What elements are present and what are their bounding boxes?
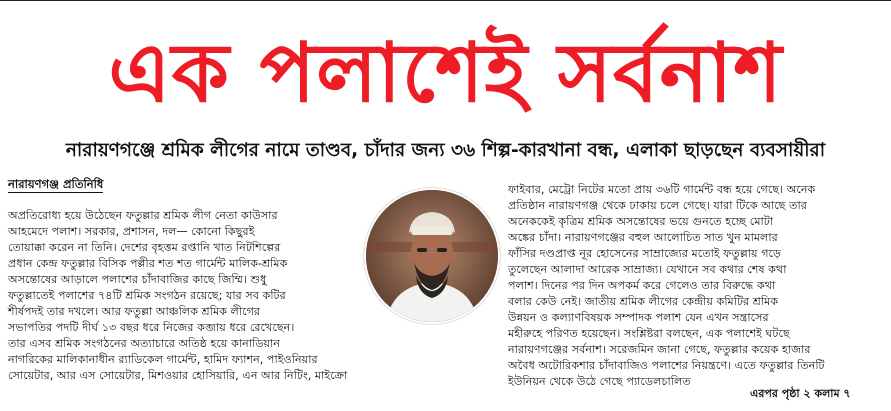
portrait-photo [364,188,500,324]
continuation-note[interactable]: এরপর পৃষ্ঠা ২ কলাম ৭ [750,387,851,400]
subheadline: নারায়ণগঞ্জে শ্রমিক লীগের নামে তাণ্ডব, চাঁদার জন্য ৩৬ শিল্প-কারখানা বন্ধ, এলাকা ছাড়ছেন ব্যবসায়ীরা [65,140,826,161]
right-column [508,182,888,390]
right-line: পলাশ। দিনের পর দিন অপকর্ম করে গেলেও তার বিরুদ্ধে কথা [508,279,776,292]
right-line: ইউনিয়ন থেকে উঠে গেছে প্যাডেলচালিত [508,375,691,388]
right-line: ফাঁসির দণ্ডপ্রাপ্ত নূর হোসেনের সাম্রাজ্যের মতোই ফতুল্লায় গড়ে [508,247,782,260]
left-line: তার এসব শ্রমিক সংগঠনের অত্যাচারে অতিষ্ঠ হয়ে কানাডিয়ান [8,337,281,350]
left-line: ফতুল্লাতেই পলাশের ৭৪টি শ্রমিক সংগঠন রয়েছে; যার সব কটির [8,289,286,302]
right-line: ফাইবার, মেট্রো নিটের মতো প্রায় ৩৬টি গার্মেন্ট বন্ধ হয়ে গেছে। অনেক [508,183,816,196]
left-line: প্রধান কেন্দ্র ফতুল্লার বিসিক পল্লীর শত শত গার্মেন্ট মালিক-শ্রমিক [8,257,288,270]
right-line: মহীরুহে পরিণত হয়েছেন। সংশ্লিষ্টরা বলছেন, এক পলাশেই ঘটছে [508,327,790,340]
right-line: অনেককেই কৃত্রিম শ্রমিক অসন্তোষের ভয়ে গুনতে হচ্ছে মোটা [508,215,774,228]
left-line: নাগরিকের মালিকানাধীন র‌্যাডিকেল গার্মেন্ট, হামিদ ফ্যাশন, পাইওনিয়ার [8,353,318,366]
left-line: শীর্ষপদই তার দখলে। আর ফতুল্লা আঞ্চলিক শ্রমিক লীগের [8,305,261,318]
left-line: সভাপতির পদটি দীর্ঘ ১৩ বছর ধরে নিজের কব্জায় ধরে রেখেছেন। [8,321,295,334]
headline: এক পলাশেই সর্বনাশ [108,26,783,121]
right-line: তুলেছেন আলাদা আরেক সাম্রাজ্য। যেখানে সব কথার শেষ কথা [508,263,787,276]
left-line: অসন্তোষের আড়ালে পলাশের চাঁদাবাজির কাছে জিম্মি। শুধু [8,273,267,286]
left-line: অপ্রতিরোধ্য হয়ে উঠেছেন ফতুল্লার শ্রমিক লীগ নেতা কাউসার [8,209,278,222]
right-line: অঙ্কের চাঁদা। নারায়ণগঞ্জের বহুল আলোচিত সাত খুন মামলার [508,231,778,244]
top-rule [0,0,891,7]
portrait-illustration [366,190,498,322]
left-line: তোয়াক্কা করেন না তিনি। দেশের বৃহত্তম রপ্তানি খাত নিটশিল্পের [8,241,281,254]
right-line: বলার কেউ নেই। জাতীয় শ্রমিক লীগের কেন্দ্রীয় কমিটির শ্রমিক [508,295,779,308]
right-line: উন্নয়ন ও কল্যাণবিষয়ক সম্পাদক পলাশ যেন এখন সন্ত্রাসের [508,311,769,324]
left-line: সোয়েটার, আর এস সোয়েটার, মিশওয়ার হোসিয়ারি, এন আর নিটিং, মাইক্রো [8,369,348,382]
byline-text: নারায়ণগঞ্জ প্রতিনিধি [8,177,104,191]
right-line: প্রতিষ্ঠান নারায়ণগঞ্জ থেকে ঢাকায় চলে গেছে। যারা টিকে আছে তার [508,199,807,212]
byline [8,176,308,192]
left-line: আহমেদে পলাশ। সরকার, প্রশাসন, দল— কোনো কিছুরই [8,225,255,238]
right-line: নারায়ণগঞ্জের সর্বনাশ। সরেজমিন জানা গেছে, ফতুল্লার কয়েক হাজার [508,343,811,356]
right-line: অবৈধ অটোরিকশার চাঁদাবাজিও পলাশের নিয়ন্ত্রণে। এতে ফতুল্লার তিনটি [508,359,825,372]
